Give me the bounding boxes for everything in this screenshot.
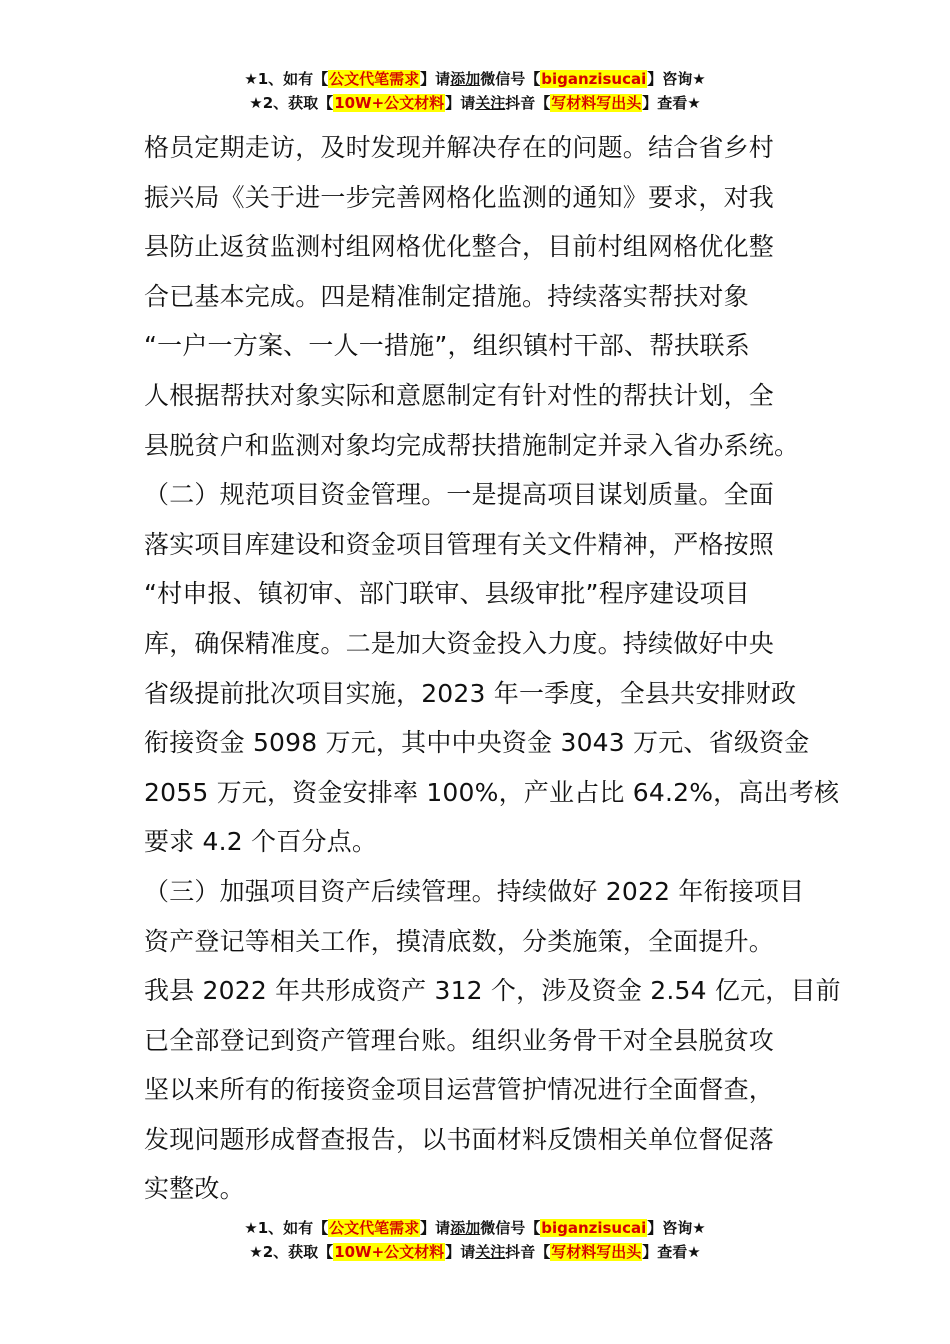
text-line: “村申报、镇初审、部门联审、县级审批”程序建设项目 [144,579,750,609]
text-line: 振兴局《关于进一步完善网格化监测的通知》要求，对我 [144,182,775,212]
text-line: 2055 万元，资金安排率 100%，产业占比 64.2%，高出考核 [144,777,840,807]
text-line: 我县 2022 年共形成资产 312 个，涉及资金 2.54 亿元，目前 [144,976,841,1006]
header-banner [0,68,950,116]
banner-highlight: 10W+公文材料 [334,1243,445,1261]
text-line: 要求 4.2 个百分点。 [144,827,378,857]
text-line: 县防止返贫监测村组网格优化整合，目前村组网格优化整 [144,232,775,262]
banner-highlight: 10W+公文材料 [334,94,445,112]
text-line: 人根据帮扶对象实际和意愿制定有针对性的帮扶计划，全 [144,380,775,410]
document-body [144,123,841,1214]
banner-text: ★1、如有【 [244,1219,329,1237]
section-heading-line: （二）规范项目资金管理。一是提高项目谋划质量。全面 [144,480,775,510]
banner-highlight: 公文代笔需求 [329,70,420,88]
banner-text: 】请 [420,70,451,88]
text-line: 已全部登记到资产管理台账。组织业务骨干对全县脱贫攻 [144,1025,775,1055]
banner-text: 】请 [445,1243,476,1261]
banner-line-2 [0,1241,950,1265]
banner-underline: 添加 [450,1219,481,1237]
banner-text: 抖音【 [505,94,551,112]
banner-text: 】咨询★ [647,1219,706,1237]
banner-underline: 关注 [475,1243,506,1261]
banner-text: 抖音【 [505,1243,551,1261]
paragraph-1 [144,123,812,470]
banner-text: 微信号【 [480,1219,541,1237]
text-line: 合已基本完成。四是精准制定措施。持续落实帮扶对象 [144,281,749,311]
text-line: 资产登记等相关工作，摸清底数，分类施策，全面提升。 [144,926,775,956]
banner-text: 微信号【 [480,70,541,88]
text-line: 坚以来所有的衔接资金项目运营管护情况进行全面督查， [144,1075,775,1105]
banner-text: 】查看★ [642,1243,701,1261]
banner-text: 】咨询★ [647,70,706,88]
paragraph-2 [144,470,840,867]
text-line: “一户一方案、一人一措施”，组织镇村干部、帮扶联系 [144,331,750,361]
text-line: 衔接资金 5098 万元，其中中央资金 3043 万元、省级资金 [144,728,810,758]
text-line: 实整改。 [144,1174,245,1204]
banner-text: ★2、获取【 [249,94,334,112]
banner-line-2 [0,92,950,116]
banner-line-1 [0,68,950,92]
paragraph-4 [144,966,841,1214]
banner-text: ★2、获取【 [249,1243,334,1261]
banner-highlight: 写材料写出头 [551,94,642,112]
section-heading-line: （三）加强项目资产后续管理。持续做好 2022 年衔接项目 [144,876,805,906]
text-line: 发现问题形成督查报告，以书面材料反馈相关单位督促落 [144,1124,775,1154]
banner-highlight: biganzisucai [541,70,647,88]
banner-text: 】请 [420,1219,451,1237]
text-line: 县脱贫户和监测对象均完成帮扶措施制定并录入省办系统。 [144,430,800,460]
banner-underline: 添加 [450,70,481,88]
banner-underline: 关注 [475,94,506,112]
banner-highlight: 公文代笔需求 [329,1219,420,1237]
banner-highlight: biganzisucai [541,1219,647,1237]
banner-text: 】查看★ [642,94,701,112]
banner-text: ★1、如有【 [244,70,329,88]
banner-highlight: 写材料写出头 [551,1243,642,1261]
paragraph-3 [144,867,812,966]
text-line: 格员定期走访，及时发现并解决存在的问题。结合省乡村 [144,133,775,162]
text-line: 库，确保精准度。二是加大资金投入力度。持续做好中央 [144,628,775,658]
text-line: 省级提前批次项目实施，2023 年一季度，全县共安排财政 [144,678,797,708]
text-line: 落实项目库建设和资金项目管理有关文件精神，严格按照 [144,529,775,559]
banner-text: 】请 [445,94,476,112]
banner-line-1 [0,1217,950,1241]
footer-banner [0,1217,950,1265]
